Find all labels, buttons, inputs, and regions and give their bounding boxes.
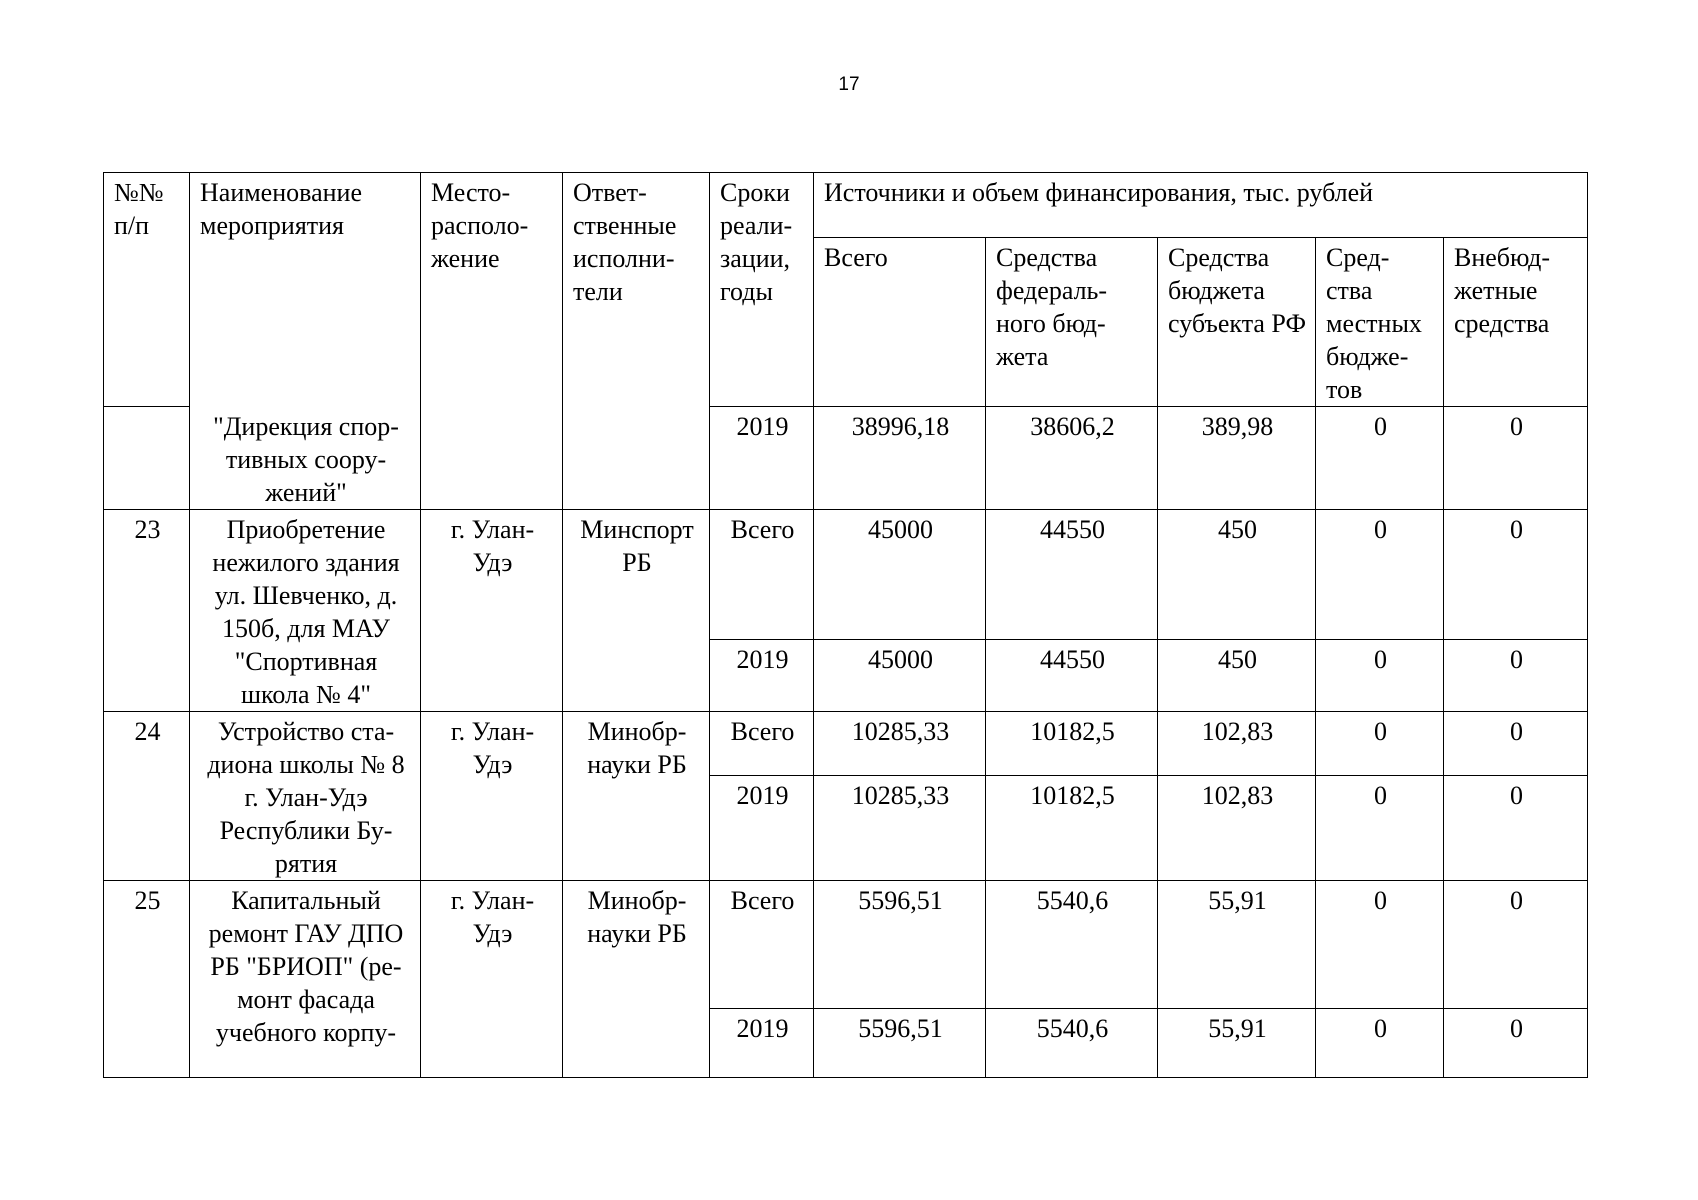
- continued-responsible: [563, 407, 710, 510]
- row-period: Всего: [710, 880, 814, 1008]
- row-name: Устройство ста-диона школы № 8 г. Улан-Удэ Республики Бу-рятия: [190, 711, 421, 880]
- row-responsible: Минобр-науки РБ: [563, 880, 710, 1077]
- continued-num: [104, 407, 190, 510]
- header-num: №№ п/п: [104, 173, 190, 407]
- row-period: 2019: [710, 640, 814, 711]
- row-subject: 55,91: [1158, 1008, 1316, 1077]
- row-local: 0: [1316, 509, 1444, 640]
- row-total: 45000: [814, 640, 986, 711]
- header-period: Сроки реали-зации, годы: [710, 173, 814, 407]
- row-total: 10285,33: [814, 711, 986, 776]
- row-total: 5596,51: [814, 880, 986, 1008]
- continued-total: 38996,18: [814, 407, 986, 510]
- row-extra: 0: [1444, 1008, 1588, 1077]
- row-federal: 10182,5: [986, 776, 1158, 880]
- header-name: Наименование мероприятия: [190, 173, 421, 407]
- row-location: г. Улан-Удэ: [421, 880, 563, 1077]
- row-local: 0: [1316, 776, 1444, 880]
- continued-period: 2019: [710, 407, 814, 510]
- header-federal: Средства федераль-ного бюд-жета: [986, 238, 1158, 407]
- row-period: Всего: [710, 509, 814, 640]
- header-total: Всего: [814, 238, 986, 407]
- table-row: [104, 880, 1588, 1008]
- header-local: Сред-ства местных бюдже-тов: [1316, 238, 1444, 407]
- row-responsible: Минобр-науки РБ: [563, 711, 710, 880]
- table-row: [104, 711, 1588, 776]
- row-federal: 10182,5: [986, 711, 1158, 776]
- row-total: 10285,33: [814, 776, 986, 880]
- row-period: 2019: [710, 776, 814, 880]
- continued-extra: 0: [1444, 407, 1588, 510]
- row-local: 0: [1316, 711, 1444, 776]
- continued-location: [421, 407, 563, 510]
- row-responsible: Минспорт РБ: [563, 509, 710, 711]
- row-num: 25: [104, 880, 190, 1077]
- row-name: Капитальный ремонт ГАУ ДПО РБ "БРИОП" (ре-монт фасада учебного корпу-: [190, 880, 421, 1077]
- row-subject: 102,83: [1158, 711, 1316, 776]
- continued-local: 0: [1316, 407, 1444, 510]
- row-total: 5596,51: [814, 1008, 986, 1077]
- header-subject: Средства бюджета субъекта РФ: [1158, 238, 1316, 407]
- continued-subject: 389,98: [1158, 407, 1316, 510]
- continued-federal: 38606,2: [986, 407, 1158, 510]
- row-total: 45000: [814, 509, 986, 640]
- row-location: г. Улан-Удэ: [421, 711, 563, 880]
- row-extra: 0: [1444, 640, 1588, 711]
- row-subject: 450: [1158, 640, 1316, 711]
- header-location: Место-располо-жение: [421, 173, 563, 407]
- row-extra: 0: [1444, 880, 1588, 1008]
- row-period: Всего: [710, 711, 814, 776]
- row-federal: 5540,6: [986, 880, 1158, 1008]
- row-extra: 0: [1444, 509, 1588, 640]
- row-period: 2019: [710, 1008, 814, 1077]
- header-financing: Источники и объем финансирования, тыс. рублей: [814, 173, 1588, 238]
- financing-table: [103, 172, 1588, 1078]
- row-federal: 44550: [986, 640, 1158, 711]
- row-subject: 102,83: [1158, 776, 1316, 880]
- header-row: [104, 173, 1588, 238]
- header-extra: Внебюд-жетные средства: [1444, 238, 1588, 407]
- row-local: 0: [1316, 640, 1444, 711]
- header-responsible: Ответ-ственные исполни-тели: [563, 173, 710, 407]
- row-extra: 0: [1444, 711, 1588, 776]
- table-row: [104, 407, 1588, 510]
- page-number: 17: [838, 74, 860, 95]
- row-federal: 5540,6: [986, 1008, 1158, 1077]
- row-location: г. Улан-Удэ: [421, 509, 563, 711]
- continued-name: "Дирекция спор-тивных соору-жений": [190, 407, 421, 510]
- row-subject: 55,91: [1158, 880, 1316, 1008]
- row-local: 0: [1316, 880, 1444, 1008]
- table-row: [104, 509, 1588, 640]
- row-num: 23: [104, 509, 190, 711]
- row-local: 0: [1316, 1008, 1444, 1077]
- row-num: 24: [104, 711, 190, 880]
- row-name: Приобретение нежилого здания ул. Шевченко, д. 150б, для МАУ "Спортивная школа № 4": [190, 509, 421, 711]
- row-federal: 44550: [986, 509, 1158, 640]
- row-subject: 450: [1158, 509, 1316, 640]
- row-extra: 0: [1444, 776, 1588, 880]
